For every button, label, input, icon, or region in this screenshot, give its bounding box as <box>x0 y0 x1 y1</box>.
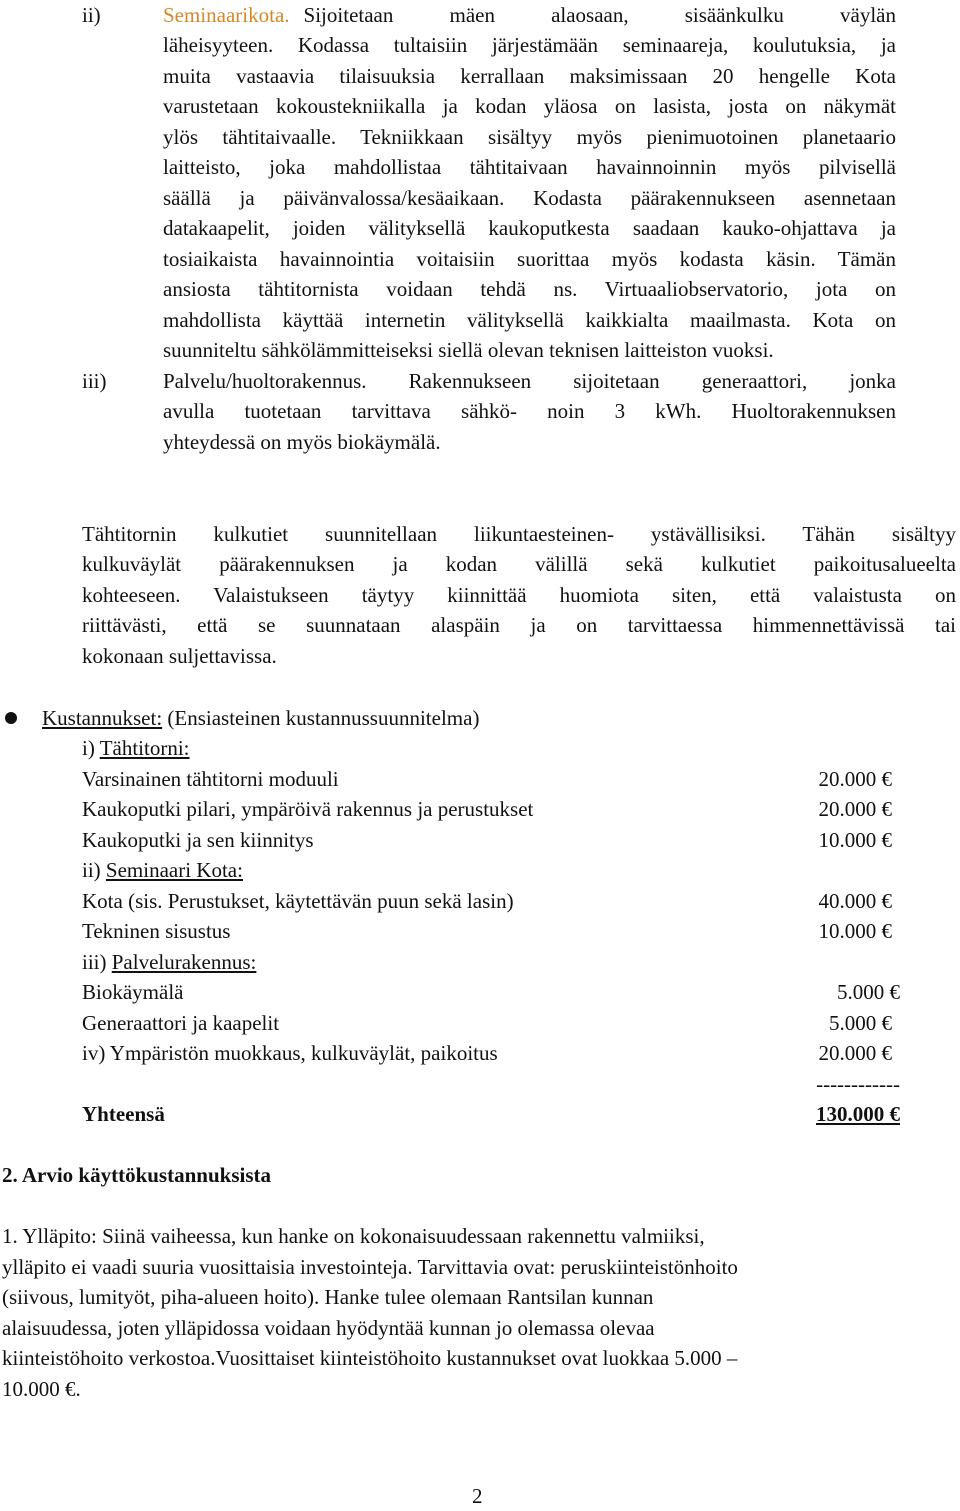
cost-group-prefix: iii) <box>82 950 112 974</box>
section-ii-line-3: varustetaan kokoustekniikalla ja kodan yläosa on lasista, josta on näkymät <box>163 94 896 118</box>
section-ii-heading: Seminaarikota. <box>163 3 290 27</box>
cost-item-amount: 10.000 € <box>818 828 892 852</box>
cost-item-amount: 20.000 € <box>818 767 892 791</box>
section2-line-3: alaisuudessa, joten ylläpidossa voidaan hyödyntää kunnan jo olemassa olevaa <box>2 1316 655 1340</box>
section-iii-line-1: avulla tuotetaan tarvittava sähkö- noin 3 kWh. Huoltorakennuksen <box>163 399 896 423</box>
cost-item-amount: 20.000 € <box>818 1041 892 1065</box>
paths-line-3: riittävästi, että se suunnataan alaspäin ja on tarvittaessa himmennettävissä tai <box>82 613 956 637</box>
paths-line-4: kokonaan suljettavissa. <box>82 644 277 668</box>
section-iii-label: iii) <box>82 369 107 393</box>
section2-line-0: 1. Ylläpito: Siinä vaiheessa, kun hanke on kokonaisuudessaan rakennettu valmiiksi, <box>2 1224 705 1248</box>
cost-item-label: Kota (sis. Perustukset, käytettävän puun sekä lasin) <box>82 889 514 913</box>
cost-item-amount: 5.000 € <box>837 980 900 1004</box>
total-amount: 130.000 € <box>816 1102 900 1126</box>
section-ii-line-6: säällä ja päivänvalossa/kesäaikaan. Kodasta päärakennukseen asennetaan <box>163 186 896 210</box>
section2-heading: 2. Arvio käyttökustannuksista <box>2 1163 271 1187</box>
section-iii-line-2: yhteydessä on myös biokäymälä. <box>163 430 441 454</box>
section-ii-line-5: laitteisto, joka mahdollistaa tähtitaivaan havainnoinnin myös pilvisellä <box>163 155 896 179</box>
cost-item-label: Biokäymälä <box>82 980 184 1004</box>
section-ii-line-10: mahdollista käyttää internetin välityksellä kaikkialta maailmasta. Kota on <box>163 308 896 332</box>
cost-item-amount: 40.000 € <box>818 889 892 913</box>
cost-item-amount: 10.000 € <box>818 919 892 943</box>
paths-line-2: kohteeseen. Valaistukseen täytyy kiinnittää huomiota siten, että valaistusta on <box>82 583 956 607</box>
section-ii-line-7: datakaapelit, joiden välityksellä kaukoputkesta saadaan kauko-ohjattava ja <box>163 216 896 240</box>
cost-item-amount: 20.000 € <box>818 797 892 821</box>
section-ii-line-1: läheisyyteen. Kodassa tultaisiin järjestämään seminaareja, koulutuksia, ja <box>163 33 896 57</box>
costs-heading-note: (Ensiasteinen kustannussuunnitelma) <box>162 706 480 730</box>
bullet-icon <box>5 712 17 724</box>
cost-group-title: Seminaari Kota: <box>105 858 243 882</box>
cost-item-label: Generaattori ja kaapelit <box>82 1011 280 1035</box>
section-ii-line-4: ylös tähtitaivaalle. Tekniikkaan sisältyy myös pienimuotoinen planetaario <box>163 125 896 149</box>
section-ii-label: ii) <box>82 3 101 27</box>
section-iii-line-0: Palvelu/huoltorakennus. Rakennukseen sijoitetaan generaattori, jonka <box>163 369 896 393</box>
section2-line-1: ylläpito ei vaadi suuria vuosittaisia investointeja. Tarvittavia ovat: peruskiinteistönhoito <box>2 1255 738 1279</box>
cost-item-label: iv) Ympäristön muokkaus, kulkuväylät, paikoitus <box>82 1041 498 1065</box>
paths-line-1: kulkuväylät päärakennuksen ja kodan välillä sekä kulkutiet paikoitusalueelta <box>82 552 956 576</box>
cost-group-title: Tähtitorni: <box>99 736 190 760</box>
cost-item-amount: 5.000 € <box>829 1011 892 1035</box>
cost-item-label: Kaukoputki ja sen kiinnitys <box>82 828 314 852</box>
costs-heading: Kustannukset: <box>42 706 163 730</box>
costs-heading-line <box>42 703 479 733</box>
cost-group-title: Palvelurakennus: <box>111 950 257 974</box>
section-ii-line-8: tosiaikaista havainnointia voitaisiin suorittaa myös kodasta käsin. Tämän <box>163 247 896 271</box>
section2-line-5: 10.000 €. <box>2 1377 81 1401</box>
section-ii-line-2: muita vastaavia tilaisuuksia kerrallaan maksimissaan 20 hengelle Kota <box>163 64 896 88</box>
cost-group-palvelurakennus <box>82 947 256 977</box>
section-ii-line-0: Sijoitetaan mäen alaosaan, sisäänkulku väylän <box>303 3 896 27</box>
cost-group-prefix: i) <box>82 736 100 760</box>
total-label: Yhteensä <box>82 1102 165 1126</box>
section-ii-line-11: suunniteltu sähkölämmitteiseksi siellä olevan teknisen laitteiston vuoksi. <box>163 338 774 362</box>
section2-line-4: kiinteistöhoito verkostoa.Vuosittaiset kiinteistöhoito kustannukset ovat luokkaa 5.000 – <box>2 1346 738 1370</box>
total-separator: ------------ <box>816 1072 900 1096</box>
paths-line-0: Tähtitornin kulkutiet suunnitellaan liikuntaesteinen- ystävällisiksi. Tähän sisältyy <box>82 522 956 546</box>
section2-line-2: (siivous, lumityöt, piha-alueen hoito). Hanke tulee olemaan Rantsilan kunnan <box>2 1285 654 1309</box>
section-ii-line-9: ansiosta tähtitornista voidaan tehdä ns. Virtuaaliobservatorio, jota on <box>163 277 896 301</box>
cost-item-label: Varsinainen tähtitorni moduuli <box>82 767 339 791</box>
cost-group-seminaari-kota <box>82 855 243 885</box>
cost-item-label: Kaukoputki pilari, ympäröivä rakennus ja perustukset <box>82 797 534 821</box>
cost-group-tahtitorni <box>82 733 190 763</box>
page-number: 2 <box>472 1484 483 1508</box>
cost-group-prefix: ii) <box>82 858 106 882</box>
cost-item-label: Tekninen sisustus <box>82 919 231 943</box>
section-ii-first-line <box>163 0 896 30</box>
